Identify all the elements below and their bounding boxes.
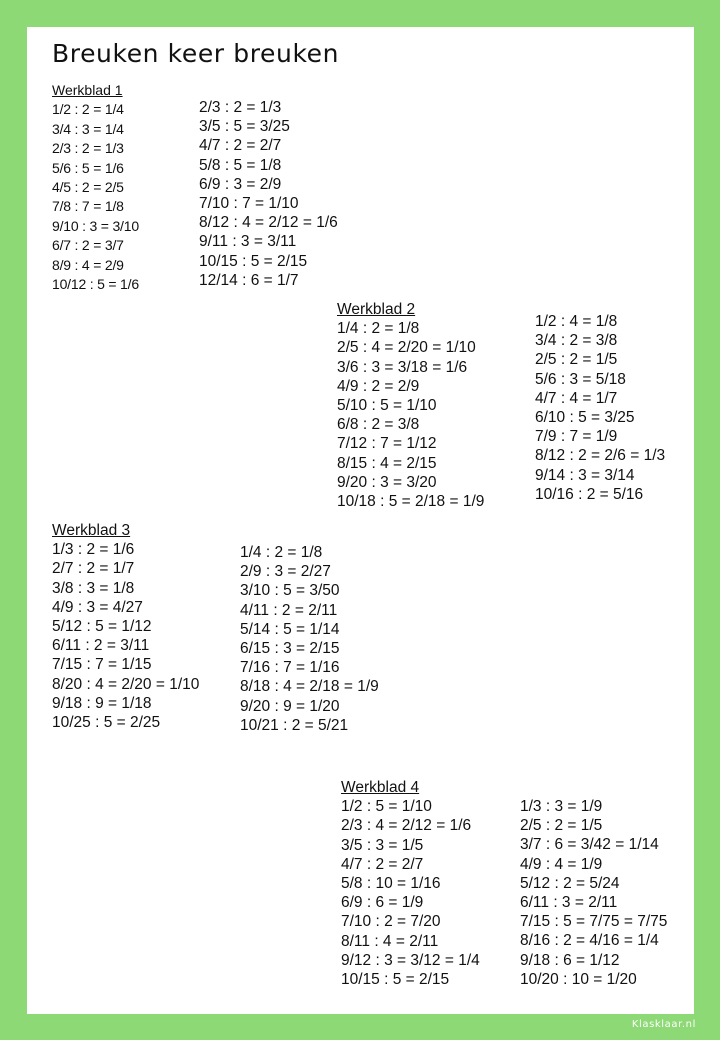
list-item: 5/12 : 5 = 1/12 xyxy=(52,618,152,636)
werkblad-1-right-column xyxy=(199,98,338,290)
list-item: 1/3 : 2 = 1/6 xyxy=(52,541,135,559)
werkblad-3-left-column xyxy=(52,521,199,732)
list-item: 3/7 : 6 = 3/42 = 1/14 xyxy=(520,836,659,854)
list-item: 5/6 : 5 = 1/6 xyxy=(52,159,124,176)
werkblad-2-heading: Werkblad 2 xyxy=(337,301,416,318)
list-item: 6/11 : 2 = 3/11 xyxy=(52,637,150,655)
list-item: 2/3 : 2 = 1/3 xyxy=(52,140,124,157)
list-item: 7/10 : 7 = 1/10 xyxy=(199,195,299,213)
list-item: 7/10 : 2 = 7/20 xyxy=(341,913,441,931)
list-item: 8/15 : 4 = 2/15 xyxy=(337,454,437,472)
werkblad-3-heading: Werkblad 3 xyxy=(52,522,131,539)
list-item: 4/9 : 3 = 4/27 xyxy=(52,598,143,616)
list-item: 4/9 : 2 = 2/9 xyxy=(337,377,420,395)
list-item: 9/10 : 3 = 3/10 xyxy=(52,217,139,234)
list-item: 2/7 : 2 = 1/7 xyxy=(52,560,135,578)
list-item: 5/12 : 2 = 5/24 xyxy=(520,874,620,892)
list-item: 10/15 : 5 = 2/15 xyxy=(199,252,308,270)
list-item: 9/20 : 9 = 1/20 xyxy=(240,697,340,715)
werkblad-2-right-column xyxy=(535,312,665,504)
list-item: 3/4 : 2 = 3/8 xyxy=(535,332,618,350)
list-item: 7/15 : 7 = 1/15 xyxy=(52,656,152,674)
list-item: 5/6 : 3 = 5/18 xyxy=(535,370,626,388)
list-item: 2/3 : 2 = 1/3 xyxy=(199,99,282,116)
list-item: 3/4 : 3 = 1/4 xyxy=(52,120,124,137)
list-item: 1/4 : 2 = 1/8 xyxy=(337,320,420,338)
werkblad-1-left-column xyxy=(52,81,139,294)
list-item: 7/9 : 7 = 1/9 xyxy=(535,428,618,446)
list-item: 6/11 : 3 = 2/11 xyxy=(520,894,618,912)
list-item: 4/9 : 4 = 1/9 xyxy=(520,855,603,873)
list-item: 10/20 : 10 = 1/20 xyxy=(520,970,637,988)
werkblad-4-heading: Werkblad 4 xyxy=(341,779,420,796)
list-item: 8/11 : 4 = 2/11 xyxy=(341,932,439,950)
list-item: 2/5 : 2 = 1/5 xyxy=(535,351,618,369)
list-item: 2/5 : 2 = 1/5 xyxy=(520,817,603,835)
list-item: 10/12 : 5 = 1/6 xyxy=(52,276,139,293)
werkblad-1-heading: Werkblad 1 xyxy=(52,82,123,98)
list-item: 4/7 : 4 = 1/7 xyxy=(535,389,618,407)
list-item: 8/12 : 4 = 2/12 = 1/6 xyxy=(199,214,338,232)
list-item: 4/7 : 2 = 2/7 xyxy=(199,137,282,155)
list-item: 3/6 : 3 = 3/18 = 1/6 xyxy=(337,358,468,376)
list-item: 1/4 : 2 = 1/8 xyxy=(240,544,323,561)
footer-brand: Klasklaar.nl xyxy=(631,1019,696,1030)
list-item: 7/15 : 5 = 7/75 = 7/75 xyxy=(520,913,668,931)
list-item: 8/18 : 4 = 2/18 = 1/9 xyxy=(240,678,379,696)
list-item: 8/20 : 4 = 2/20 = 1/10 xyxy=(52,675,200,693)
werkblad-2-left-column xyxy=(337,300,484,511)
werkblad-3-right-column xyxy=(240,543,379,735)
list-item: 8/12 : 2 = 2/6 = 1/3 xyxy=(535,447,666,465)
list-item: 10/15 : 5 = 2/15 xyxy=(341,971,450,989)
list-item: 1/2 : 2 = 1/4 xyxy=(52,101,124,118)
list-item: 12/14 : 6 = 1/7 xyxy=(199,271,299,289)
list-item: 9/12 : 3 = 3/12 = 1/4 xyxy=(341,951,480,969)
list-item: 2/9 : 3 = 2/27 xyxy=(240,563,331,581)
list-item: 8/16 : 2 = 4/16 = 1/4 xyxy=(520,932,659,950)
list-item: 5/8 : 10 = 1/16 xyxy=(341,875,441,893)
list-item: 7/16 : 7 = 1/16 xyxy=(240,659,340,677)
list-item: 1/2 : 5 = 1/10 xyxy=(341,798,432,816)
list-item: 5/10 : 5 = 1/10 xyxy=(337,397,437,415)
list-item: 7/12 : 7 = 1/12 xyxy=(337,435,437,453)
list-item: 3/10 : 5 = 3/50 xyxy=(240,582,340,600)
list-item: 2/3 : 4 = 2/12 = 1/6 xyxy=(341,817,472,835)
list-item: 7/8 : 7 = 1/8 xyxy=(52,198,124,215)
list-item: 10/25 : 5 = 2/25 xyxy=(52,714,161,732)
list-item: 10/18 : 5 = 2/18 = 1/9 xyxy=(337,493,485,511)
list-item: 2/5 : 4 = 2/20 = 1/10 xyxy=(337,339,476,357)
list-item: 10/21 : 2 = 5/21 xyxy=(240,716,349,734)
list-item: 1/3 : 3 = 1/9 xyxy=(520,798,603,815)
list-item: 3/8 : 3 = 1/8 xyxy=(52,579,135,597)
list-item: 6/9 : 3 = 2/9 xyxy=(199,175,282,193)
list-item: 4/7 : 2 = 2/7 xyxy=(341,855,424,873)
werkblad-4-right-column xyxy=(520,797,667,989)
list-item: 5/14 : 5 = 1/14 xyxy=(240,620,340,638)
list-item: 6/7 : 2 = 3/7 xyxy=(52,237,124,254)
list-item: 3/5 : 5 = 3/25 xyxy=(199,118,290,136)
werkblad-4-left-column xyxy=(341,778,480,989)
list-item: 4/11 : 2 = 2/11 xyxy=(240,601,338,619)
list-item: 10/16 : 2 = 5/16 xyxy=(535,485,644,503)
list-item: 9/11 : 3 = 3/11 xyxy=(199,233,297,251)
list-item: 9/14 : 3 = 3/14 xyxy=(535,466,635,484)
list-item: 4/5 : 2 = 2/5 xyxy=(52,179,124,196)
list-item: 9/20 : 3 = 3/20 xyxy=(337,473,437,491)
list-item: 6/15 : 3 = 2/15 xyxy=(240,640,340,658)
list-item: 1/2 : 4 = 1/8 xyxy=(535,313,618,330)
list-item: 5/8 : 5 = 1/8 xyxy=(199,156,282,174)
list-item: 9/18 : 6 = 1/12 xyxy=(520,951,620,969)
list-item: 3/5 : 3 = 1/5 xyxy=(341,836,424,854)
list-item: 8/9 : 4 = 2/9 xyxy=(52,256,124,273)
list-item: 6/10 : 5 = 3/25 xyxy=(535,409,635,427)
list-item: 9/18 : 9 = 1/18 xyxy=(52,694,152,712)
list-item: 6/8 : 2 = 3/8 xyxy=(337,416,420,434)
page-title: Breuken keer breuken xyxy=(52,39,340,68)
worksheet-page xyxy=(27,27,694,1014)
list-item: 6/9 : 6 = 1/9 xyxy=(341,894,424,912)
